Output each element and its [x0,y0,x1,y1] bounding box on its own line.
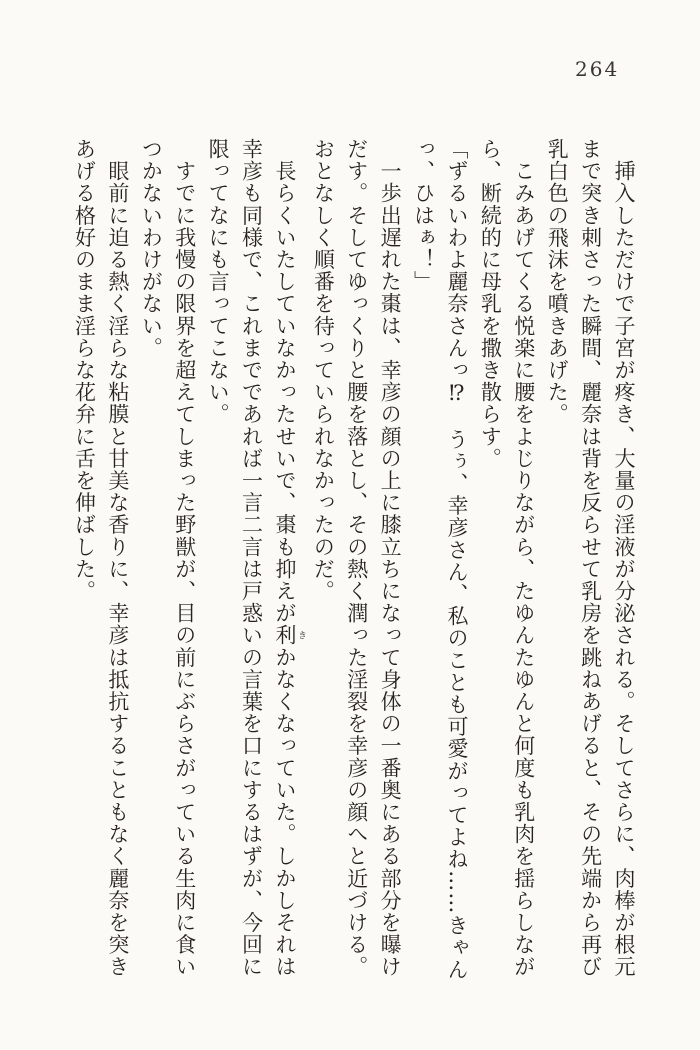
text-line: あげる格好のまま淫らな花弁に舌を伸ばした。 [72,138,97,603]
text-line: 幸彦も同様で、これまでであれば一言二言は戸惑いの言葉を口にするはずが、今回に [239,138,264,978]
text-line: ら、断続的に母乳を撒き散らす。 [478,138,503,470]
text-line-dialogue: っ、ひはぁ！」 [411,138,436,293]
text-line: こみあげてくる悦楽に腰をよじりながら、たゆんたゆんと何度も乳肉を揺らしなが [511,138,536,978]
text-line: 眼前に迫る熱く淫らな粘膜と甘美な香りに、幸彦は抵抗することもなく麗奈を突き [105,138,130,978]
text-line: 挿入しただけで子宮が疼き、大量の淫液が分泌される。そしてさらに、肉棒が根元 [612,138,636,978]
ruby-annotation [272,624,306,647]
text-segment: 長らくいたしていなかったせいで、棗も抑えが [272,138,297,625]
text-segment: かなくなっていた。しかしそれは [272,646,297,978]
text-line [268,138,306,990]
text-line: すでに我慢の限界を超えてしまった野獣が、目の前にぶらさがっている生肉に食い [172,138,197,978]
text-line: 乳白色の飛沫を噴きあげた。 [545,138,570,426]
ruby-reading: き [295,624,306,647]
text-line: 一歩出遅れた棗は、幸彦の顔の上に膝立ちになって身体の一番奥にある部分を曝け [378,138,403,978]
text-line-dialogue: 「ずるいわよ麗奈さんっ⁉ うぅ、幸彦さん、私のことも可愛がってよね……きゃん [444,138,469,981]
vertical-text-block [67,138,640,990]
text-line: だす。そしてゆっくりと腰を落とし、その熱く潤った淫裂を幸彦の顔へと近づける。 [344,138,369,978]
page-number: 264 [575,57,620,81]
ruby-base: 利 [272,624,297,647]
text-line: 限ってなにも言ってこない。 [206,138,231,426]
text-line: おとなしく順番を待っていられなかったのだ。 [311,138,336,603]
text-line: つかないわけがない。 [139,138,164,359]
text-line: まで突き刺さった瞬間、麗奈は背を反らせて乳房を跳ねあげると、その先端から再び [578,138,603,978]
